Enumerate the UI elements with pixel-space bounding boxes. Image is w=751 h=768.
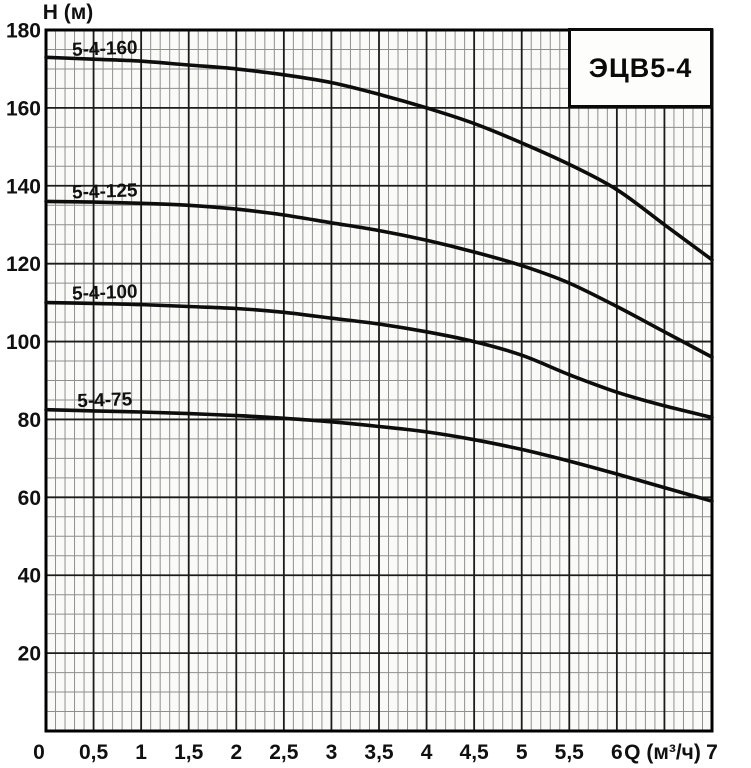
y-tick-label: 80 [17, 408, 41, 432]
pump-curve-label-5-4-160: 5-4-160 [71, 37, 138, 61]
x-tick-label: 1,5 [174, 741, 204, 764]
y-tick-label: 140 [5, 175, 41, 199]
x-tick-label: 3,5 [364, 741, 394, 764]
x-tick-label: 2 [230, 741, 243, 764]
pump-series-title-box [568, 28, 713, 108]
x-tick-label: 0 [33, 741, 45, 764]
pump-series-title: ЭЦВ5-4 [588, 52, 693, 83]
x-tick-label: 4 [420, 741, 433, 764]
y-tick-label: 100 [5, 331, 41, 355]
y-tick-label: 40 [17, 564, 41, 588]
x-tick-label: 7 [706, 741, 718, 764]
y-tick-label: 180 [5, 19, 41, 43]
pump-curve-label-5-4-75: 5-4-75 [76, 389, 133, 413]
pump-curve-label-5-4-100: 5-4-100 [71, 281, 138, 305]
x-tick-label: 6 [611, 741, 623, 764]
y-tick-label: 120 [5, 253, 41, 277]
x-tick-label: 5 [515, 741, 528, 764]
x-tick-label: 0,5 [78, 741, 109, 764]
y-tick-label: 20 [17, 642, 41, 666]
x-tick-label: 2,5 [269, 741, 299, 764]
y-axis-title: H (м) [42, 1, 94, 24]
pump-curve-label-5-4-125: 5-4-125 [71, 180, 138, 204]
x-axis-title: Q (м³/ч) [624, 741, 701, 764]
y-tick-label: 160 [5, 97, 41, 121]
y-tick-label: 60 [17, 486, 41, 510]
x-tick-label: 4,5 [459, 741, 489, 764]
x-tick-label: 5,5 [554, 741, 584, 764]
x-tick-label: 3 [325, 741, 338, 764]
x-tick-label: 1 [135, 741, 147, 764]
